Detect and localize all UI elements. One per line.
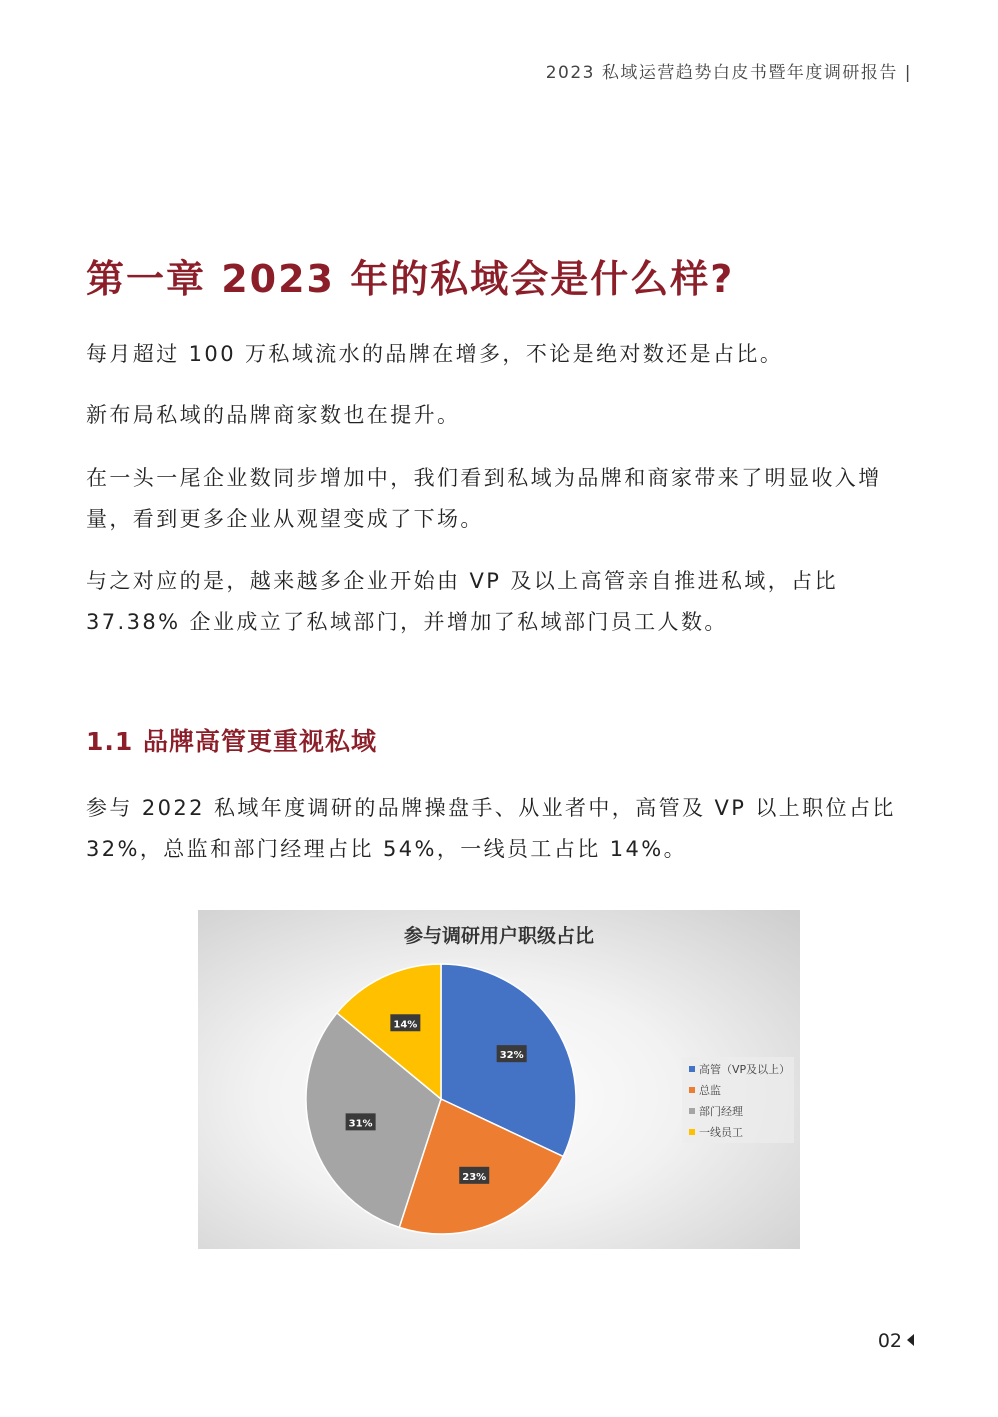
legend-swatch-executive [689, 1066, 695, 1072]
legend-label-frontline-staff: 一线员工 [699, 1126, 743, 1139]
pie-chart-svg [198, 910, 800, 1249]
paragraph-1: 每月超过 100 万私域流水的品牌在增多，不论是绝对数还是占比。 [86, 342, 784, 366]
data-label-frontline-staff: 14% [393, 1019, 418, 1031]
data-label-department-manager: 31% [348, 1118, 373, 1130]
chart-title: 参与调研用户职级占比 [403, 925, 595, 947]
paragraph-2: 新布局私域的品牌商家数也在提升。 [86, 403, 461, 427]
data-label-director: 23% [462, 1171, 487, 1183]
legend-label-department-manager: 部门经理 [699, 1105, 743, 1118]
header-title: 2023 私域运营趋势白皮书暨年度调研报告 | [545, 63, 912, 83]
page-number: 02 [877, 1330, 902, 1352]
chapter-title: 第一章 2023 年的私域会是什么样? [86, 257, 735, 301]
paragraph-4: 与之对应的是，越来越多企业开始由 VP 及以上高管亲自推进私域，占比 37.38% 企业成立了私域部门，并增加了私域部门员工人数。 [86, 569, 838, 634]
section-paragraph: 参与 2022 私域年度调研的品牌操盘手、从业者中，高管及 VP 以上职位占比 32%，总监和部门经理占比 54%，一线员工占比 14%。 [86, 796, 896, 861]
pie-chart [198, 910, 800, 1249]
pie-slices [306, 964, 576, 1234]
legend-label-executive: 高管（VP及以上） [699, 1063, 791, 1076]
paragraph-3: 在一头一尾企业数同步增加中，我们看到私域为品牌和商家带来了明显收入增量，看到更多企业从观望变成了下场。 [86, 466, 882, 531]
data-label-executive: 32% [499, 1050, 524, 1062]
page-arrow-icon [907, 1334, 914, 1346]
legend-swatch-frontline-staff [689, 1129, 695, 1135]
legend-swatch-director [689, 1087, 695, 1093]
legend-swatch-department-manager [689, 1108, 695, 1114]
legend-label-director: 总监 [699, 1084, 721, 1097]
section-title: 1.1 品牌高管更重视私域 [86, 727, 377, 756]
